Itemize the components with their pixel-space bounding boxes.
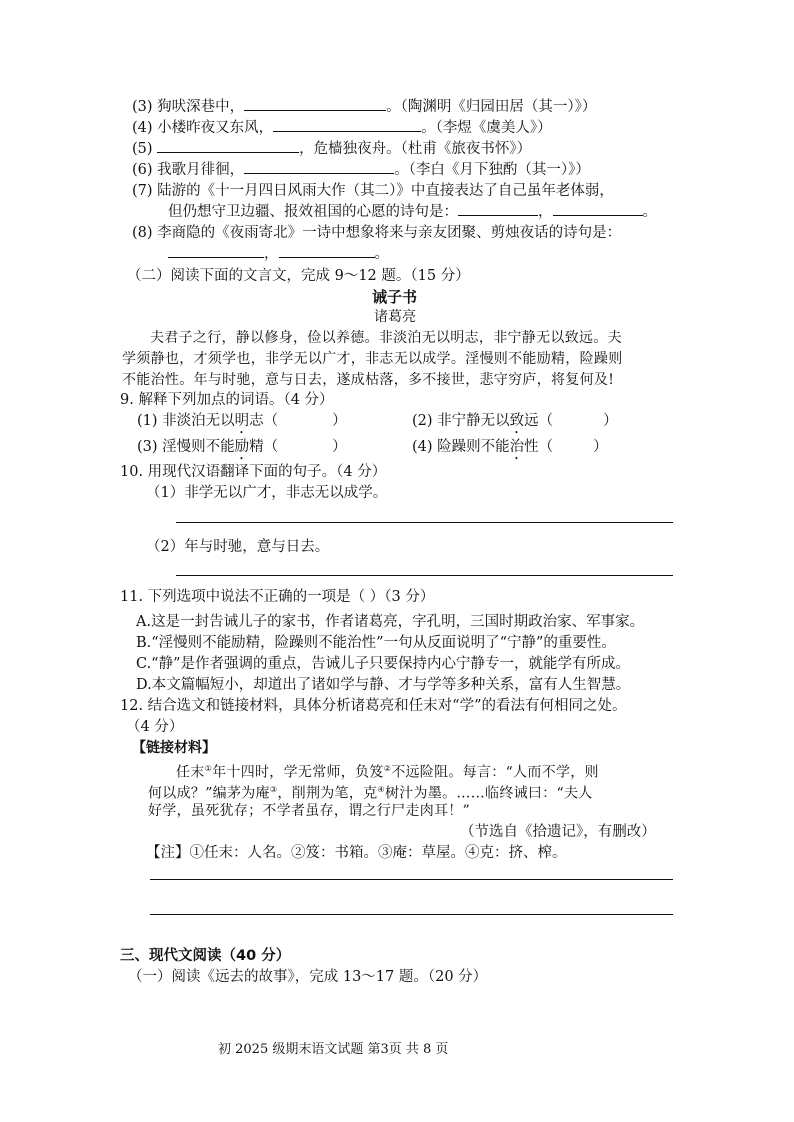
link-material-notes: 【注】①任末：人名。②笈：书箱。③庵：草屋。④克：挤、榨。 xyxy=(146,845,567,861)
q3-item-7-line2 xyxy=(168,202,657,222)
end-mark: 。 xyxy=(374,246,389,262)
item-text: 远（ xyxy=(524,413,554,429)
footnote-mark: ② xyxy=(383,764,392,773)
passage-line-2: 学须静也，才须学也，非学无以广才，非志无以成学。淫慢则不能励精，险躁则 xyxy=(122,351,623,367)
answer-blank[interactable] xyxy=(244,97,386,111)
item-text: 李商隐的《夜雨寄北》一诗中想象将来与亲友团聚、剪烛夜话的诗句是： xyxy=(157,225,622,241)
passage-line-1: 夫君子之行，静以修身，俭以养德。非淡泊无以明志，非宁静无以致远。夫 xyxy=(150,330,622,346)
q10-sentence-2: （2）年与时驰，意与日去。 xyxy=(146,539,330,555)
page-footer: 初 2025 级期末语文试题 第3页 共 8 页 xyxy=(218,1042,449,1057)
item-close: ） xyxy=(332,413,347,429)
answer-line[interactable] xyxy=(150,879,673,880)
q9-item-2 xyxy=(412,411,618,437)
answer-blank[interactable] xyxy=(279,244,375,258)
answer-blank[interactable] xyxy=(244,160,394,174)
item-close: ） xyxy=(593,439,608,455)
link-material-source: （节选自《拾遗记》，有删改） xyxy=(460,824,656,840)
text: 年十四时，学无常师，负笈 xyxy=(212,764,384,781)
item-number: (2) xyxy=(412,413,433,429)
text: 任末 xyxy=(176,764,205,781)
item-text: 陆游的《十一月四日风雨大作（其二）》中直接表达了自己虽年老体弱， xyxy=(157,183,614,199)
footnote-mark: ④ xyxy=(377,785,385,794)
q12-stem: 12. 结合选文和链接材料，具体分析诸葛亮和任末对“学”的看法有何相同之处。 xyxy=(120,698,627,714)
item-suffix: 。（李白《月下独酌（其一）》） xyxy=(394,162,590,178)
item-number: (4) xyxy=(412,439,433,455)
q9-item-3 xyxy=(137,437,347,463)
text: ，削荆为笔，克 xyxy=(277,785,378,802)
item-number: (7) xyxy=(132,183,153,199)
q3-item-6 xyxy=(132,160,590,180)
item-number: (3) xyxy=(137,439,158,455)
item-text: 险躁则不能 xyxy=(437,439,510,455)
q3-item-8 xyxy=(132,223,621,243)
item-text: 精（ xyxy=(249,439,279,455)
passage-title: 诫子书 xyxy=(372,288,418,306)
item-suffix: ，危樯独夜舟。（杜甫《旅夜书怀》） xyxy=(299,141,532,157)
link-material-title: 【链接材料】 xyxy=(132,740,216,756)
footnote-mark: ③ xyxy=(269,785,278,794)
dotted-word: 励 xyxy=(234,439,250,455)
q11-option-c[interactable]: C.“静”是作者强调的重点，告诫儿子只要保持内心宁静专一，就能学有所成。 xyxy=(136,656,631,672)
item-suffix: 。（李煜《虞美人》） xyxy=(421,120,552,136)
dotted-word: 明 xyxy=(234,413,250,429)
q9-stem: 9. 解释下列加点的词语。（4 分） xyxy=(120,392,334,408)
item-number: (3) xyxy=(132,99,153,115)
section-3-header: 三、现代文阅读（40 分） xyxy=(120,948,291,964)
q11-option-d[interactable]: D.本文篇幅短小，却道出了诸如学与静、才与学等多种关系，富有人生智慧。 xyxy=(136,677,631,693)
q9-item-4 xyxy=(412,437,608,463)
item-number: (1) xyxy=(137,413,158,429)
answer-blank[interactable] xyxy=(157,139,299,153)
section-3-sub: （一）阅读《远去的故事》，完成 13～17 题。（20 分） xyxy=(128,969,488,985)
q10-sentence-1: （1）非学无以广才，非志无以成学。 xyxy=(146,485,388,501)
text: 树汁为墨。……临终诫曰：“夫人 xyxy=(384,785,593,802)
answer-line[interactable] xyxy=(176,522,673,523)
q12-score: （4 分） xyxy=(126,719,184,735)
q10-stem: 10. 用现代汉语翻译下面的句子。（4 分） xyxy=(120,464,387,480)
q11-option-a[interactable]: A.这是一封告诫儿子的家书，作者诸葛亮，字孔明，三国时期政治家、军事家。 xyxy=(136,614,645,630)
item-text: 淫慢则不能 xyxy=(162,439,235,455)
item-text: 非淡泊无以 xyxy=(162,413,235,429)
text: 何以成？”编茅为庵 xyxy=(148,785,270,802)
item-number: (4) xyxy=(132,120,153,136)
item-text: 志（ xyxy=(249,413,279,429)
answer-blank[interactable] xyxy=(168,244,264,258)
item-close: ） xyxy=(332,439,347,455)
dotted-word: 治 xyxy=(509,439,525,455)
separator: ， xyxy=(538,204,553,220)
answer-line[interactable] xyxy=(150,914,673,915)
item-number: (6) xyxy=(132,162,153,178)
answer-line[interactable] xyxy=(176,575,673,576)
q11-stem: 11. 下列选项中说法不正确的一项是（ ）（3 分） xyxy=(120,589,435,605)
passage-author: 诸葛亮 xyxy=(374,309,416,325)
item-text: 非宁静无以 xyxy=(437,413,510,429)
item-suffix: 。（陶渊明《归园田居（其一）》） xyxy=(386,99,597,115)
q11-option-b[interactable]: B.“淫慢则不能励精，险躁则不能治性”一句从反面说明了“宁静”的重要性。 xyxy=(136,635,616,651)
item-text: 但仍想守卫边疆、报效祖国的心愿的诗句是： xyxy=(168,204,458,220)
link-material-line-3: 好学，虽死犹存；不学者虽存，谓之行尸走肉耳！” xyxy=(148,803,471,819)
q3-item-4 xyxy=(132,118,552,138)
passage-line-3: 不能治性。年与时驰，意与日去，遂成枯落，多不接世，悲守穷庐，将复何及! xyxy=(122,372,615,388)
item-number: (8) xyxy=(132,225,153,241)
dotted-word: 致 xyxy=(509,413,525,429)
item-prefix: 狗吠深巷中， xyxy=(157,99,245,115)
item-prefix: 我歌月徘徊， xyxy=(157,162,245,178)
section-2-header: （二）阅读下面的文言文，完成 9～12 题。（15 分） xyxy=(127,268,470,284)
end-mark: 。 xyxy=(642,204,657,220)
q3-item-3 xyxy=(132,97,596,117)
q3-item-5 xyxy=(132,139,531,159)
item-prefix: 小楼昨夜又东风， xyxy=(157,120,274,136)
q3-item-7 xyxy=(132,181,614,201)
q3-item-8-line2 xyxy=(168,244,389,264)
footnote-mark: ① xyxy=(204,764,213,773)
answer-blank[interactable] xyxy=(273,118,421,132)
text: 不远险阻。每言：“人而不学，则 xyxy=(391,764,599,781)
item-close: ） xyxy=(603,413,618,429)
item-text: 性（ xyxy=(524,439,554,455)
answer-blank[interactable] xyxy=(458,202,538,216)
separator: ， xyxy=(264,246,279,262)
answer-blank[interactable] xyxy=(553,202,643,216)
item-number: (5) xyxy=(132,141,153,157)
q9-item-1 xyxy=(137,411,347,437)
